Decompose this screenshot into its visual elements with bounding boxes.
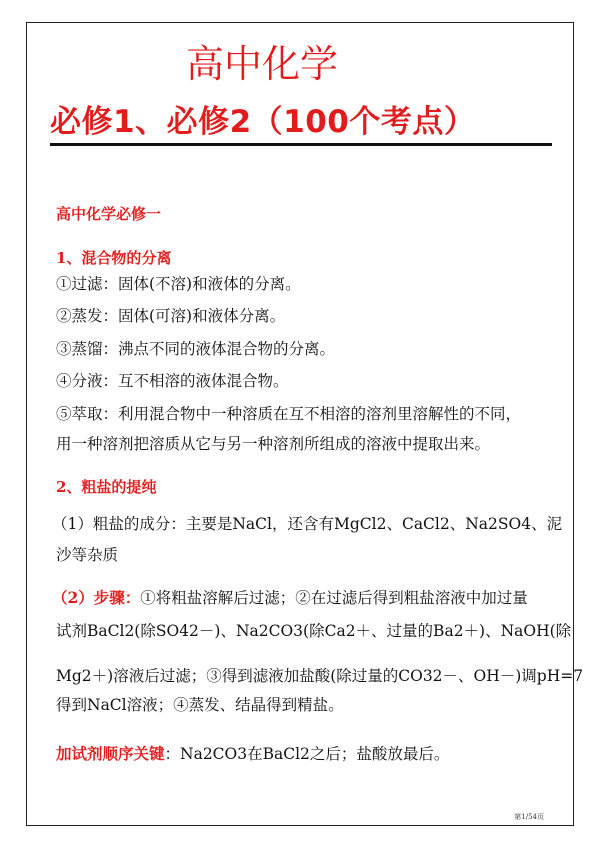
key-note xyxy=(56,740,449,768)
topic1-heading: 1、混合物的分离 xyxy=(56,249,172,267)
steps-line: 得到NaCl溶液；④蒸发、结晶得到精盐。 xyxy=(56,696,344,714)
steps-line-first xyxy=(52,584,528,612)
topic2-heading: 2、粗盐的提纯 xyxy=(56,478,157,496)
topic1-item: ①过滤：固体(不溶)和液体的分离。 xyxy=(56,275,301,293)
topic1-item: ③蒸馏：沸点不同的液体混合物的分离。 xyxy=(56,340,336,358)
steps-line: 试剂BaCl2(除SO42－)、Na2CO3(除Ca2＋、过量的Ba2＋)、NaOH(除 xyxy=(56,622,572,640)
key-label: 加试剂顺序关键 xyxy=(56,744,165,763)
topic1-item: ⑤萃取：利用混合物中一种溶质在互不相溶的溶剂里溶解性的不同， xyxy=(56,405,522,423)
section-title: 高中化学必修一 xyxy=(56,205,162,223)
topic1-item: ②蒸发：固体(可溶)和液体分离。 xyxy=(56,307,286,325)
steps-label: （2）步骤： xyxy=(52,588,141,607)
topic1-item: 用一种溶剂把溶质从它与另一种溶剂所组成的溶液中提取出来。 xyxy=(56,435,491,453)
page-number: 第1/54页 xyxy=(514,813,544,821)
key-text: ：Na2CO3在BaCl2之后；盐酸放最后。 xyxy=(164,745,450,763)
page-title: 高中化学 xyxy=(186,42,339,86)
composition-line: 沙等杂质 xyxy=(56,546,119,564)
topic1-item: ④分液：互不相溶的液体混合物。 xyxy=(56,372,289,390)
title-underline xyxy=(50,143,552,146)
page-subtitle: 必修1、必修2（100个考点） xyxy=(50,104,476,140)
steps-line: Mg2＋)溶液后过滤；③得到滤液加盐酸(除过量的CO32－、OH－)调pH=7 xyxy=(56,667,584,685)
steps-text: ①将粗盐溶解后过滤；②在过滤后得到粗盐溶液中加过量 xyxy=(140,589,528,607)
composition-line: （1）粗盐的成分：主要是NaCl，还含有MgCl2、CaCl2、Na2SO4、泥 xyxy=(52,515,563,533)
